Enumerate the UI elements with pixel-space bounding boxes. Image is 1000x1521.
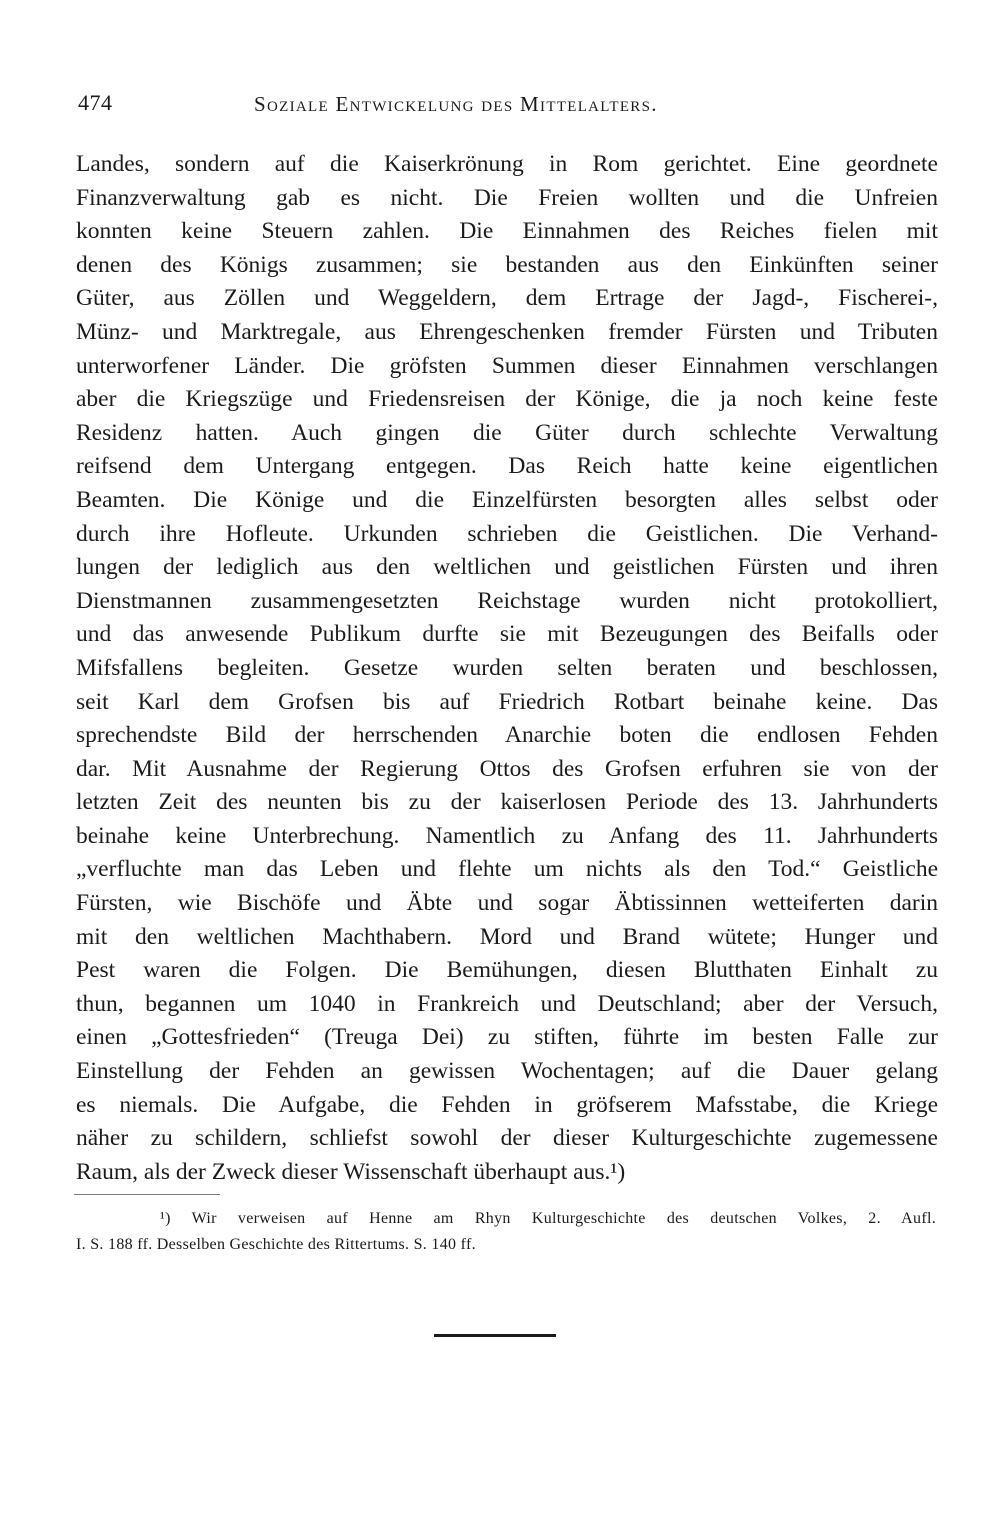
footnotes [76, 1206, 936, 1258]
text-line: näher zu schildern, schliefst sowohl der dieser Kulturgeschichte zugemessene [76, 1125, 938, 1152]
text-line: reifsend dem Untergang entgegen. Das Reich hatte keine eigentlichen [76, 453, 938, 480]
text-line: mit den weltlichen Machthabern. Mord und Brand wütete; Hunger und [76, 923, 938, 950]
page-number: 474 [78, 90, 113, 115]
text-line: einen „Gottesfrieden“ (Treuga Dei) zu stiften, führte im besten Falle zur [76, 1024, 938, 1051]
text-line: Mifsfallens begleiten. Gesetze wurden selten beraten und beschlossen, [76, 654, 938, 681]
text-line: thun, begannen um 1040 in Frankreich und Deutschland; aber der Versuch, [76, 990, 938, 1017]
text-line: Finanzverwaltung gab es nicht. Die Freien wollten und die Unfreien [76, 184, 938, 211]
end-of-chapter-rule [434, 1334, 556, 1337]
page-header [78, 90, 940, 126]
text-line: seit Karl dem Grofsen bis auf Friedrich Rotbart beinahe keine. Das [76, 688, 938, 715]
text-line: Güter, aus Zöllen und Weggeldern, dem Ertrage der Jagd-, Fischerei-, [76, 285, 938, 312]
text-line: beinahe keine Unterbrechung. Namentlich zu Anfang des 11. Jahrhunderts [76, 822, 938, 849]
footnote-line: ¹) Wir verweisen auf Henne am Rhyn Kulturgeschichte des deutschen Volkes, 2. Aufl. [160, 1210, 936, 1227]
text-line: durch ihre Hofleute. Urkunden schrieben die Geistlichen. Die Verhand- [76, 520, 938, 547]
text-line: sprechendste Bild der herrschenden Anarchie boten die endlosen Fehden [76, 722, 938, 749]
text-line: aber die Kriegszüge und Friedensreisen der Könige, die ja noch keine feste [76, 386, 938, 413]
footnote-line: I. S. 188 ff. Desselben Geschichte des Rittertums. S. 140 ff. [76, 1236, 476, 1253]
text-line: Dienstmannen zusammengesetzten Reichstage wurden nicht protokolliert, [76, 587, 938, 614]
body-text [76, 148, 938, 1189]
text-line: unterworfener Länder. Die gröfsten Summen dieser Einnahmen verschlangen [76, 352, 938, 379]
text-line: Beamten. Die Könige und die Einzelfürsten besorgten alles selbst oder [76, 486, 938, 513]
text-line: und das anwesende Publikum durfte sie mit Bezeugungen des Beifalls oder [76, 621, 938, 648]
footnote-divider [74, 1194, 220, 1195]
text-line: letzten Zeit des neunten bis zu der kaiserlosen Periode des 13. Jahrhunderts [76, 789, 938, 816]
text-line: Münz- und Marktregale, aus Ehrengeschenken fremder Fürsten und Tributen [76, 318, 938, 345]
text-line: Pest waren die Folgen. Die Bemühungen, diesen Blutthaten Einhalt zu [76, 957, 938, 984]
running-title: Soziale Entwickelung des Mittelalters. [254, 92, 658, 116]
text-line: konnten keine Steuern zahlen. Die Einnahmen des Reiches fielen mit [76, 218, 938, 245]
text-line-last: Raum, als der Zweck dieser Wissenschaft überhaupt aus.¹) [76, 1158, 626, 1185]
text-line: Einstellung der Fehden an gewissen Wochentagen; auf die Dauer gelang [76, 1058, 938, 1085]
text-line: dar. Mit Ausnahme der Regierung Ottos des Grofsen erfuhren sie von der [76, 755, 938, 782]
text-line: denen des Königs zusammen; sie bestanden aus den Einkünften seiner [76, 251, 938, 278]
text-line: „verfluchte man das Leben und flehte um nichts als den Tod.“ Geistliche [76, 856, 938, 883]
text-line: lungen der lediglich aus den weltlichen und geistlichen Fürsten und ihren [76, 554, 938, 581]
text-line: Landes, sondern auf die Kaiserkrönung in Rom gerichtet. Eine geordnete [76, 151, 938, 177]
text-line: es niemals. Die Aufgabe, die Fehden in gröfserem Mafsstabe, die Kriege [76, 1091, 938, 1118]
text-line: Residenz hatten. Auch gingen die Güter durch schlechte Verwaltung [76, 419, 938, 446]
text-line: Fürsten, wie Bischöfe und Äbte und sogar Äbtissinnen wetteiferten darin [76, 890, 938, 917]
